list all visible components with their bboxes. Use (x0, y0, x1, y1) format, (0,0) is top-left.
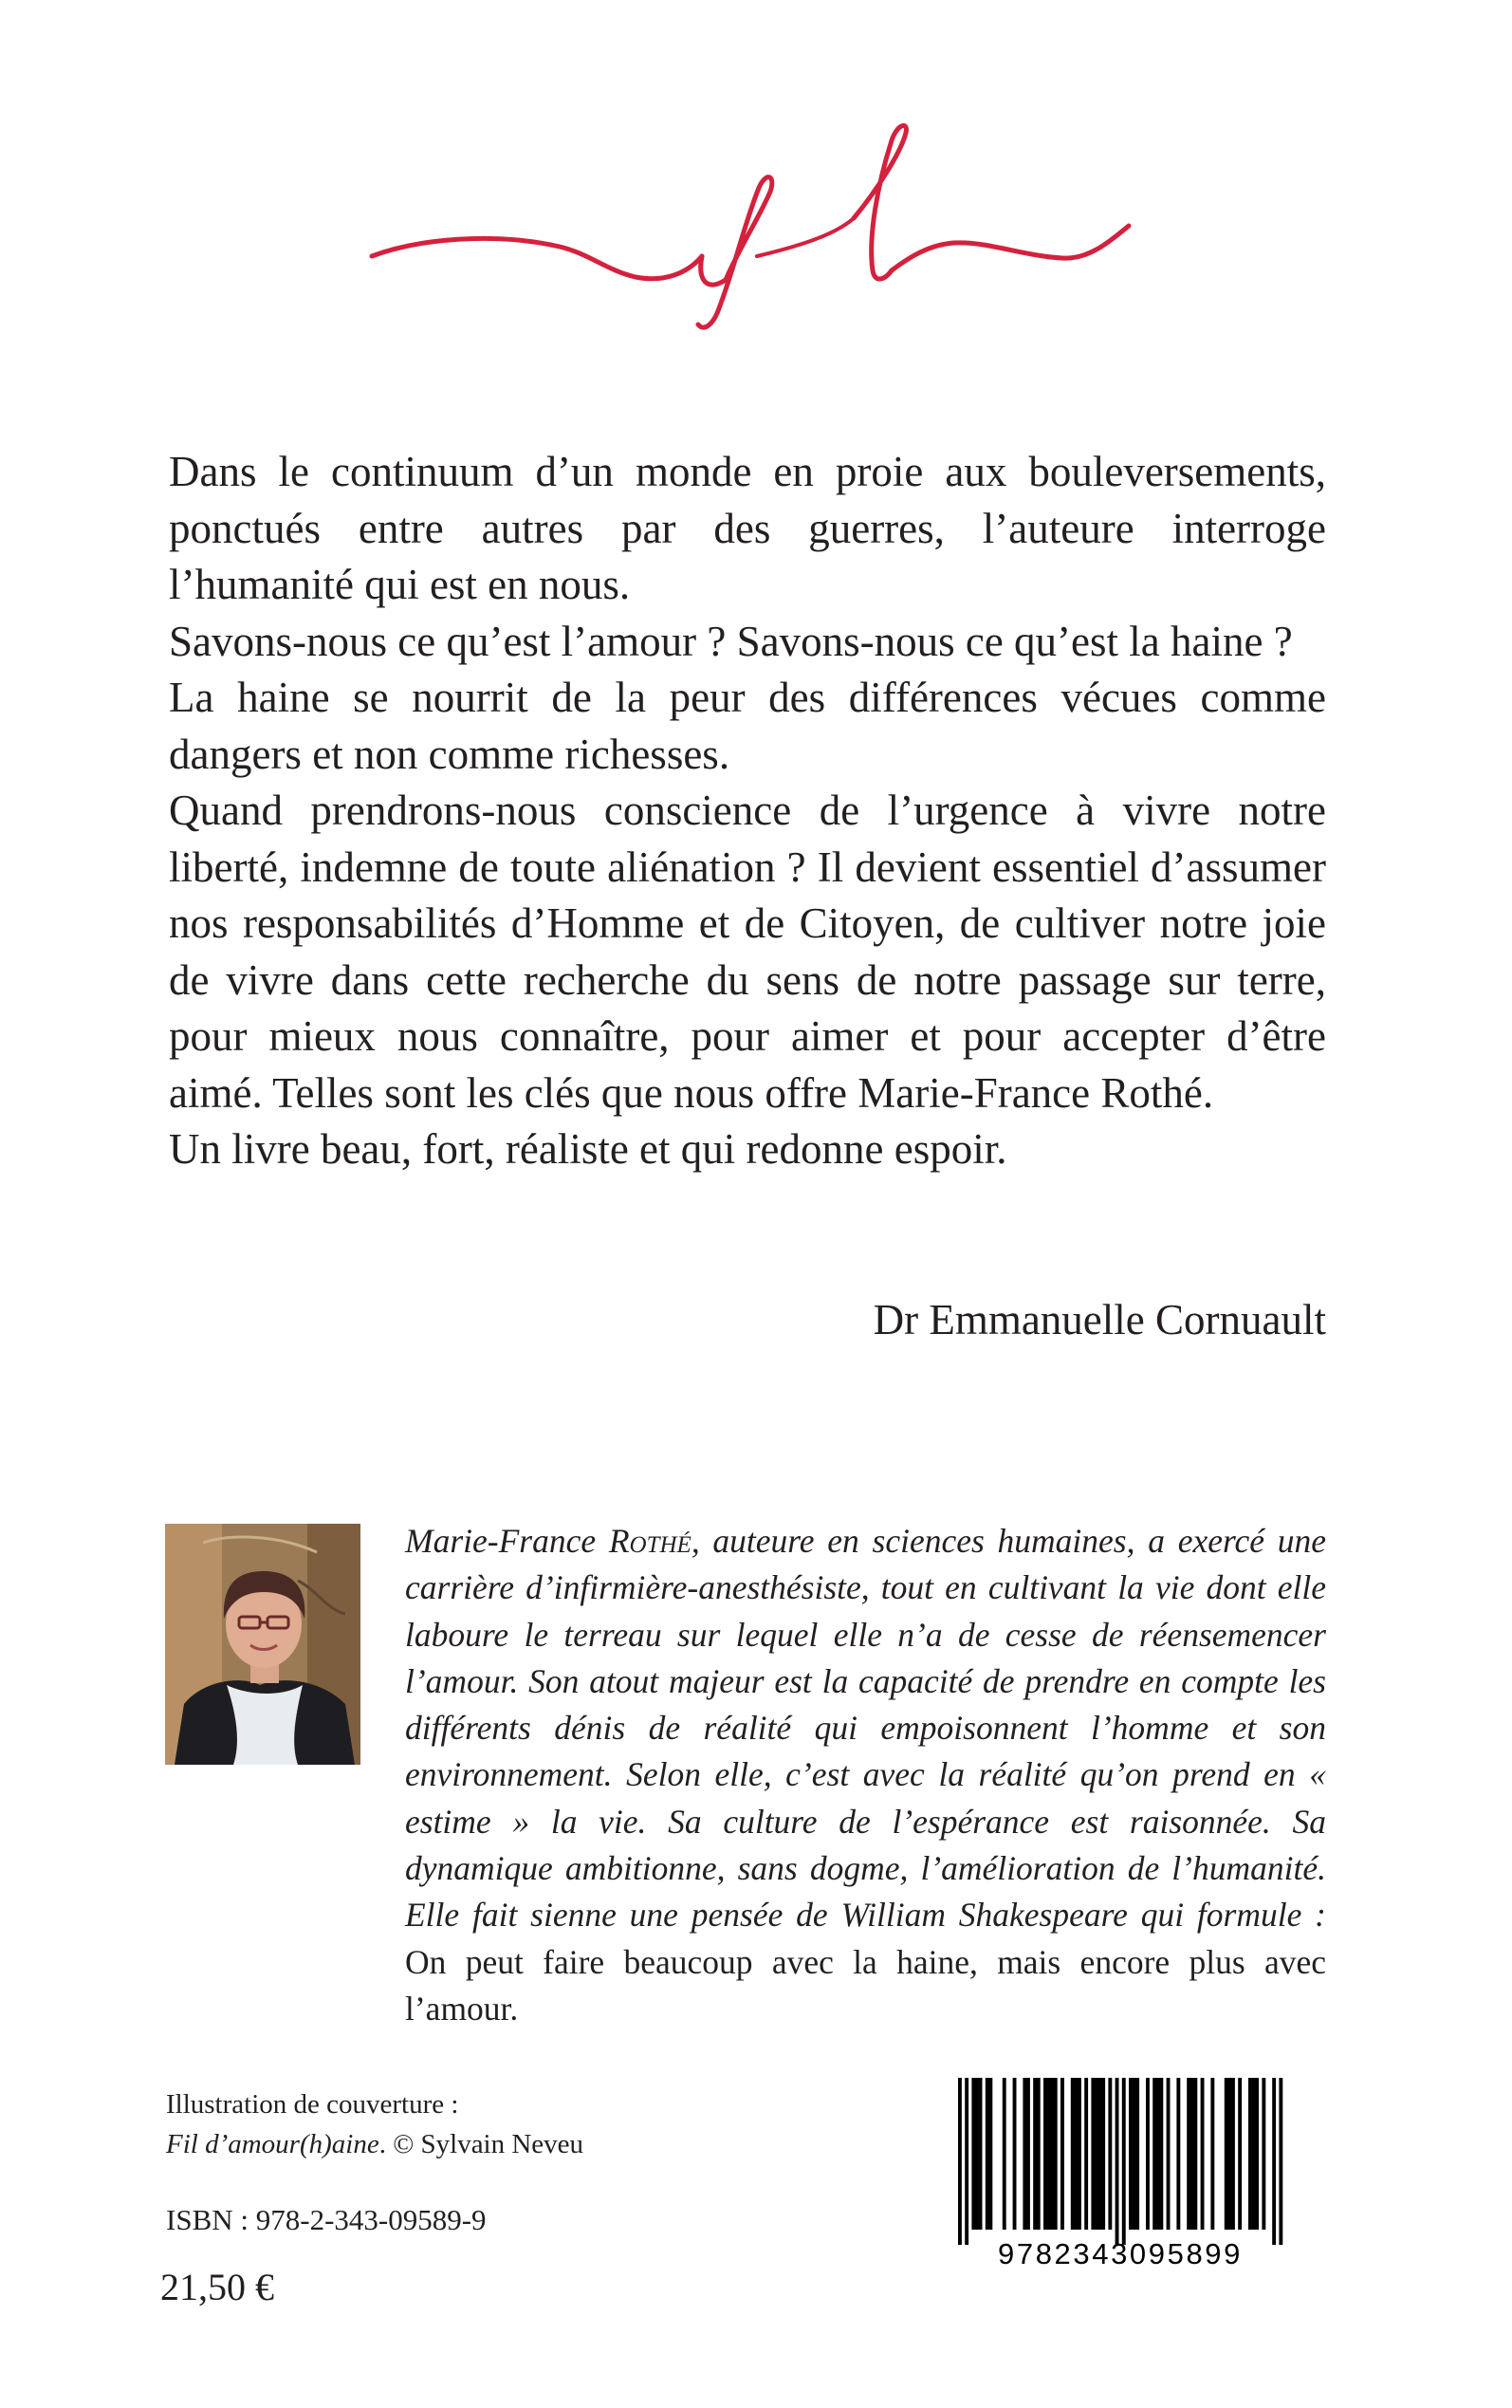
barcode-bar (979, 2078, 983, 2230)
barcode-bar (975, 2078, 979, 2230)
price: 21,50 € (160, 2266, 274, 2308)
isbn: ISBN : 978-2-343-09589-9 (166, 2203, 487, 2236)
cover-credit-line (166, 2124, 583, 2164)
barcode-bar (1033, 2078, 1037, 2230)
blurb-paragraph-5: Un livre beau, fort, réaliste et qui redonne espoir. (169, 1125, 1007, 1173)
barcode (939, 2078, 1301, 2268)
cover-illustration-title: Fil d’amour(h)aine (166, 2129, 379, 2159)
barcode-bar (1193, 2078, 1197, 2230)
barcode-bar (1159, 2078, 1163, 2230)
barcode-bar (1135, 2078, 1139, 2230)
barcode-bar (1026, 2078, 1030, 2230)
author-bio-text (405, 1518, 1326, 2032)
barcode-bar (1133, 2078, 1136, 2230)
blurb-paragraph-2: Savons-nous ce qu’est l’amour ? Savons-nous ce qu’est la haine ? (169, 617, 1293, 665)
barcode-bar (1116, 2078, 1119, 2245)
shakespeare-quote: On peut faire beaucoup avec la haine, mais encore plus avec l’amour. (405, 1942, 1326, 2028)
barcode-bar (1248, 2078, 1252, 2230)
barcode-bar (1238, 2078, 1242, 2230)
barcode-bar (958, 2078, 962, 2245)
back-cover-blurb (169, 444, 1326, 1178)
blurb-paragraph-3: La haine se nourrit de la peur des différences vécues comme dangers et non comme richesses. (169, 674, 1326, 778)
barcode-bar (1167, 2078, 1171, 2230)
barcode-bar (1176, 2078, 1180, 2230)
author-photo (165, 1524, 360, 1765)
barcode-bar (1190, 2078, 1194, 2230)
barcode-bar (1054, 2078, 1058, 2230)
barcode-bar (1225, 2078, 1228, 2230)
author-bio-italic: , auteure en sciences humaines, a exercé une carrière d’infirmière-anesthésiste, tout en cultivant la vie dont elle laboure le terreau sur lequel elle n’a de cesse de réensemencer l’amour. Son atout majeur est la capacité de prendre en compte les différents dénis de réalité qui empoisonnent l’homme et son environnement. Selon elle, c’est avec la réalité qu’on prend en « estime » la vie. Sa culture de l’espérance est raisonnée. Sa dynamique ambitionne, sans dogme, l’amélioration de l’humanité. Elle fait sienne une pensée de William Shakespeare qui formule : (405, 1522, 1327, 1935)
barcode-bar (1187, 2078, 1190, 2230)
barcode-bar (1003, 2078, 1006, 2230)
barcode-bar (1037, 2078, 1041, 2230)
barcode-bar (1101, 2078, 1105, 2230)
barcode-bar (1129, 2078, 1133, 2230)
barcode-bar (1210, 2078, 1214, 2230)
barcode-bar (1255, 2078, 1259, 2230)
blurb-paragraph-4: Quand prendrons-nous conscience de l’urgence à vivre notre liberté, indemne de toute aliénation ? Il devient essentiel d’assumer nos responsabilités d’Homme et de Citoyen, de cultiver notre joie de vivre dans cette recherche du sens de notre passage sur terre, pour mieux nous connaître, pour aimer et pour accepter d’être aimé. Telles sont les clés que nous offre Marie-France Rothé. (169, 787, 1326, 1117)
barcode-bar (1122, 2078, 1126, 2245)
barcode-bar (1279, 2078, 1282, 2245)
barcode-bar (1091, 2078, 1095, 2230)
barcode-bar (971, 2078, 975, 2230)
author-first-name: Marie-France (405, 1522, 609, 1560)
blurb-paragraph-1: Dans le continuum d’un monde en proie aux bouleversements, ponctués entre autres par des guerres, l’auteure interroge l’humanité qui est en nous. (169, 448, 1326, 608)
cover-credit-label: Illustration de couverture : (166, 2089, 459, 2120)
blurb-signature: Dr Emmanuelle Cornuault (873, 1296, 1326, 1343)
barcode-bar (1152, 2078, 1156, 2230)
barcode-bar (1231, 2078, 1235, 2230)
barcode-bar (1252, 2078, 1256, 2230)
barcode-bar (965, 2078, 968, 2245)
cover-credit (166, 2084, 583, 2164)
barcode-bar (1201, 2078, 1205, 2230)
barcode-digits: 9782343095899 (998, 2237, 1243, 2268)
barcode-bar (1227, 2078, 1231, 2230)
barcode-bar (1043, 2078, 1047, 2230)
barcode-bar (1071, 2078, 1075, 2230)
barcode-bar (1050, 2078, 1054, 2230)
barcode-bar (1074, 2078, 1078, 2230)
author-last-name: Rothé (608, 1522, 691, 1560)
barcode-bar (1146, 2078, 1150, 2230)
barcode-bar (1078, 2078, 1081, 2230)
barcode-bar (1272, 2078, 1276, 2245)
barcode-bar (1023, 2078, 1026, 2230)
barcode-bar (1047, 2078, 1051, 2230)
barcode-bar (1098, 2078, 1102, 2230)
publisher-logo (360, 114, 1138, 361)
barcode-bar (986, 2078, 989, 2230)
barcode-bar (1095, 2078, 1098, 2230)
cover-credit-copyright: . © Sylvain Neveu (378, 2129, 584, 2159)
barcode-bar (988, 2078, 992, 2230)
barcode-bar (1084, 2078, 1088, 2230)
author-bio (405, 1518, 1326, 2032)
barcode-bar (1156, 2078, 1160, 2230)
barcode-bars (958, 2078, 1282, 2245)
barcode-bar (1108, 2078, 1112, 2230)
barcode-bar (1262, 2078, 1265, 2230)
barcode-bar (1060, 2078, 1064, 2230)
barcode-bar (1013, 2078, 1017, 2230)
